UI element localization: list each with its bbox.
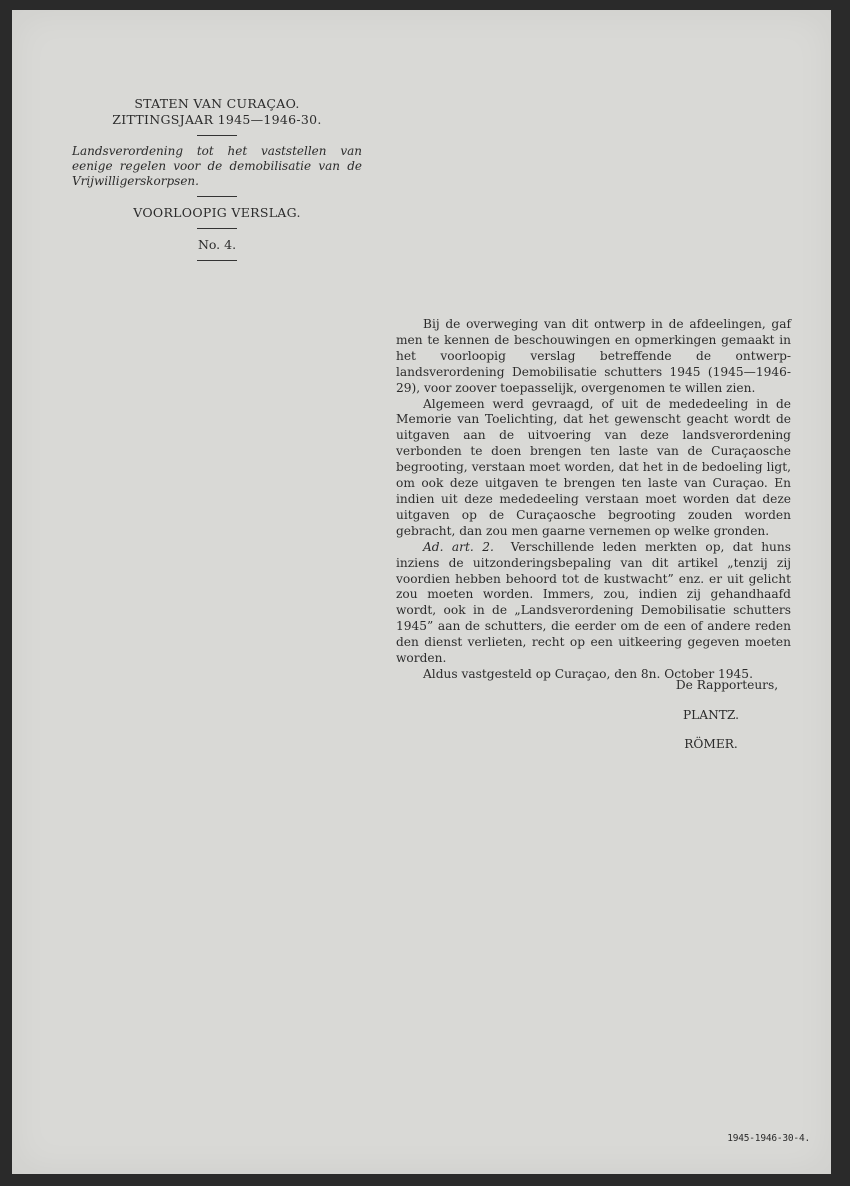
document-number: 1945-1946-30-4. xyxy=(727,1133,810,1144)
ordinance-subject: Landsverordening tot het vaststellen van eenige regelen voor de demobilisatie van de Vrijwilligerskorpsen. xyxy=(72,144,362,188)
signatory-romer: RÖMER. xyxy=(684,737,738,751)
report-number: No. 4. xyxy=(197,237,237,252)
paragraph-2: Algemeen werd gevraagd, of uit de mededeeling in de Memorie van Toelichting, dat het gewenscht geacht wordt de uitgaven aan de uitvoering van deze landsverordening verbonden te doen brengen ten laste van de Curaçaosche begrooting, verstaan moet worden, dat het in de bedoeling ligt, om ook deze uitgaven te brengen ten laste van Curaçao. En indien uit deze mededeeling verstaan moet worden dat deze uitgaven op de Curaçaosche begrooting zouden worden gebracht, dan zou men gaarne vernemen op welke gronden. xyxy=(396,396,791,538)
paragraph-3 xyxy=(396,540,791,667)
document-page xyxy=(12,10,831,1174)
rapporteurs-label: De Rapporteurs, xyxy=(675,678,779,692)
divider xyxy=(197,228,237,229)
assembly-title: STATEN VAN CURAÇAO. xyxy=(134,96,300,111)
session-year: ZITTINGSJAAR 1945—1946-30. xyxy=(112,112,322,127)
document-header xyxy=(72,96,362,269)
divider xyxy=(197,196,237,197)
divider xyxy=(197,260,237,261)
paragraph-3-text: Verschillende leden merkten op, dat huns inziens de uitzonderingsbepaling van dit artikel „tenzij zij voordien hebben behoord tot de kustwacht” enz. er uit gelicht zou moeten worden. Immers, zou, indien zij gehandhaafd wordt, ook in de „Landsverordening Demobilisatie schutters 1945” aan de schutters, die eerder om de een of andere reden den dienst verlieten, recht op een uitkeering gegeven moeten worden. xyxy=(396,539,792,666)
article-reference: Ad. art. 2. xyxy=(423,539,494,554)
report-type: VOORLOOPIG VERSLAG. xyxy=(133,205,301,220)
divider xyxy=(197,135,237,136)
report-body xyxy=(396,317,791,683)
closing-line: Aldus vastgesteld op Curaçao, den 8n. October 1945. xyxy=(423,666,753,681)
paragraph-1: Bij de overweging van dit ontwerp in de afdeelingen, gaf men te kennen de beschouwingen en opmerkingen gemaakt in het voorloopig verslag betreffende de ontwerp-landsverordening Demobilisatie schutters 1945 (1945—1946-29), voor zoover toepasselijk, overgenomen te willen zien. xyxy=(396,317,791,395)
signatory-plantz: PLANTZ. xyxy=(682,708,740,722)
